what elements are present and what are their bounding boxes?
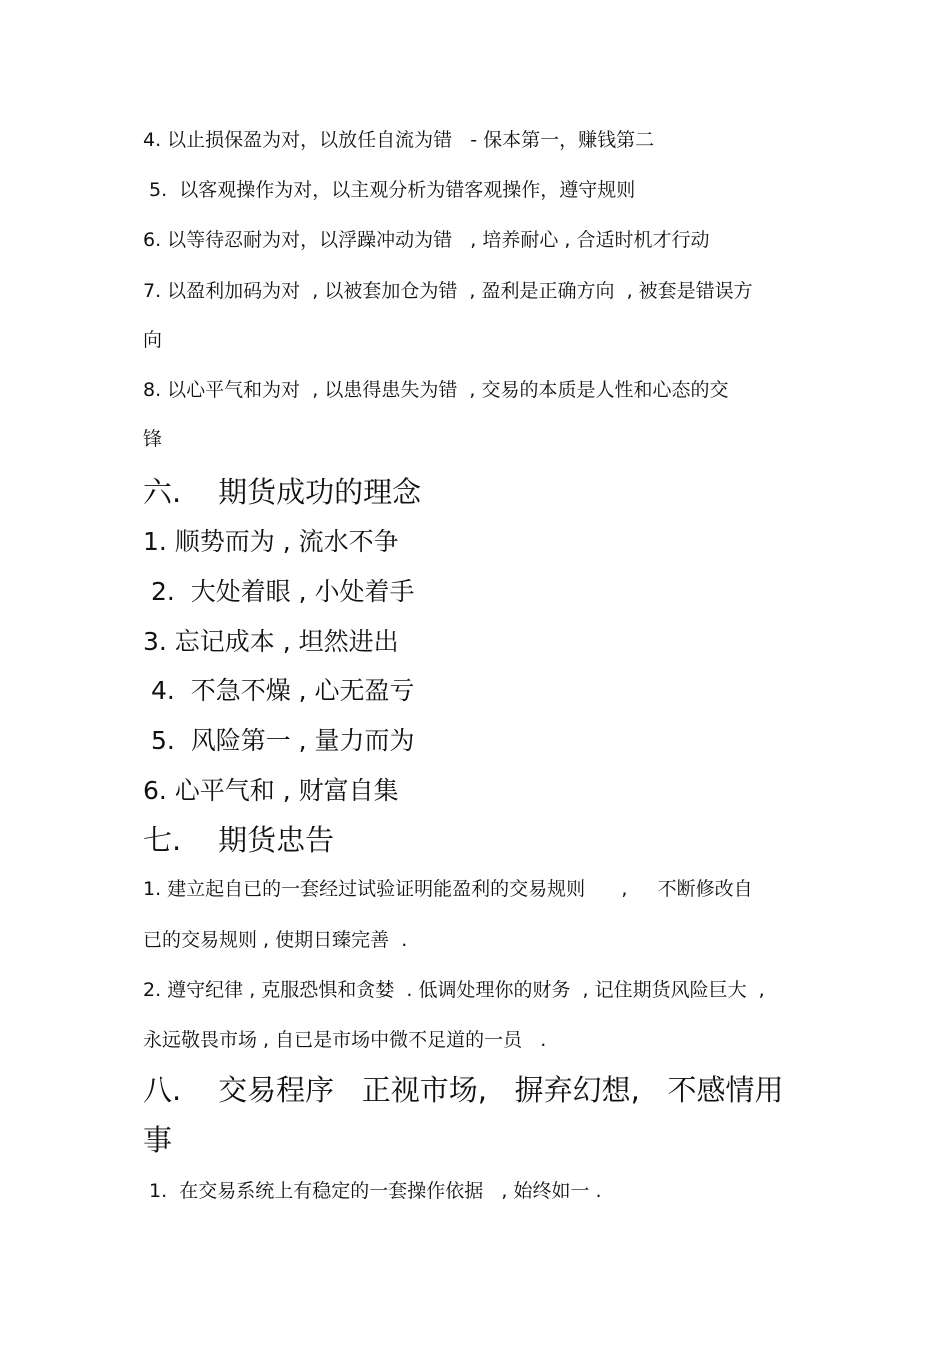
rule-item-8-line-1: 8. 以心平气和为对 , 以患得患失为错 , 交易的本质是人性和心态的交 xyxy=(143,379,729,401)
rule-item-7-line-1: 7. 以盈利加码为对 , 以被套加仓为错 , 盈利是正确方向 , 被套是错误方 xyxy=(143,280,753,302)
section-eight-heading-line-1: 八. 交易程序 正视市场, 摒弃幻想, 不感情用 xyxy=(143,1073,784,1107)
rule-item-7-line-2: 向 xyxy=(143,329,163,351)
rule-item-4: 4. 以止损保盈为对，以放任自流为错 - 保本第一，赚钱第二 xyxy=(143,129,655,151)
concept-item-4: 4. 不急不燥 , 心无盈亏 xyxy=(143,676,415,705)
advice-item-2-line-1: 2. 遵守纪律 , 克服恐惧和贪婪 . 低调处理你的财务 , 记住期货风险巨大 , xyxy=(143,979,765,1001)
concept-item-1: 1. 顺势而为 , 流水不争 xyxy=(143,527,399,556)
concept-item-2: 2. 大处着眼 , 小处着手 xyxy=(143,577,415,606)
procedure-item-1: 1. 在交易系统上有稳定的一套操作依据 , 始终如一 . xyxy=(143,1180,602,1202)
rule-item-5: 5. 以客观操作为对，以主观分析为错客观操作，遵守规则 xyxy=(143,179,636,201)
concept-item-5: 5. 风险第一 , 量力而为 xyxy=(143,726,415,755)
advice-item-1-line-2: 已的交易规则 , 使期日臻完善 . xyxy=(143,929,408,951)
section-six-heading: 六. 期货成功的理念 xyxy=(143,475,422,509)
rule-item-8-line-2: 锋 xyxy=(143,428,163,450)
section-eight-heading-line-2: 事 xyxy=(143,1123,173,1157)
concept-item-3: 3. 忘记成本 , 坦然进出 xyxy=(143,627,399,656)
advice-item-1-line-1: 1. 建立起自已的一套经过试验证明能盈利的交易规则 , 不断修改自 xyxy=(143,878,753,900)
section-seven-heading: 七. 期货忠告 xyxy=(143,823,335,857)
rule-item-6: 6. 以等待忍耐为对，以浮躁冲动为错 , 培养耐心 , 合适时机才行动 xyxy=(143,229,710,251)
concept-item-6: 6. 心平气和 , 财富自集 xyxy=(143,776,399,805)
advice-item-2-line-2: 永远敬畏市场 , 自已是市场中微不足道的一员 . xyxy=(143,1029,547,1051)
